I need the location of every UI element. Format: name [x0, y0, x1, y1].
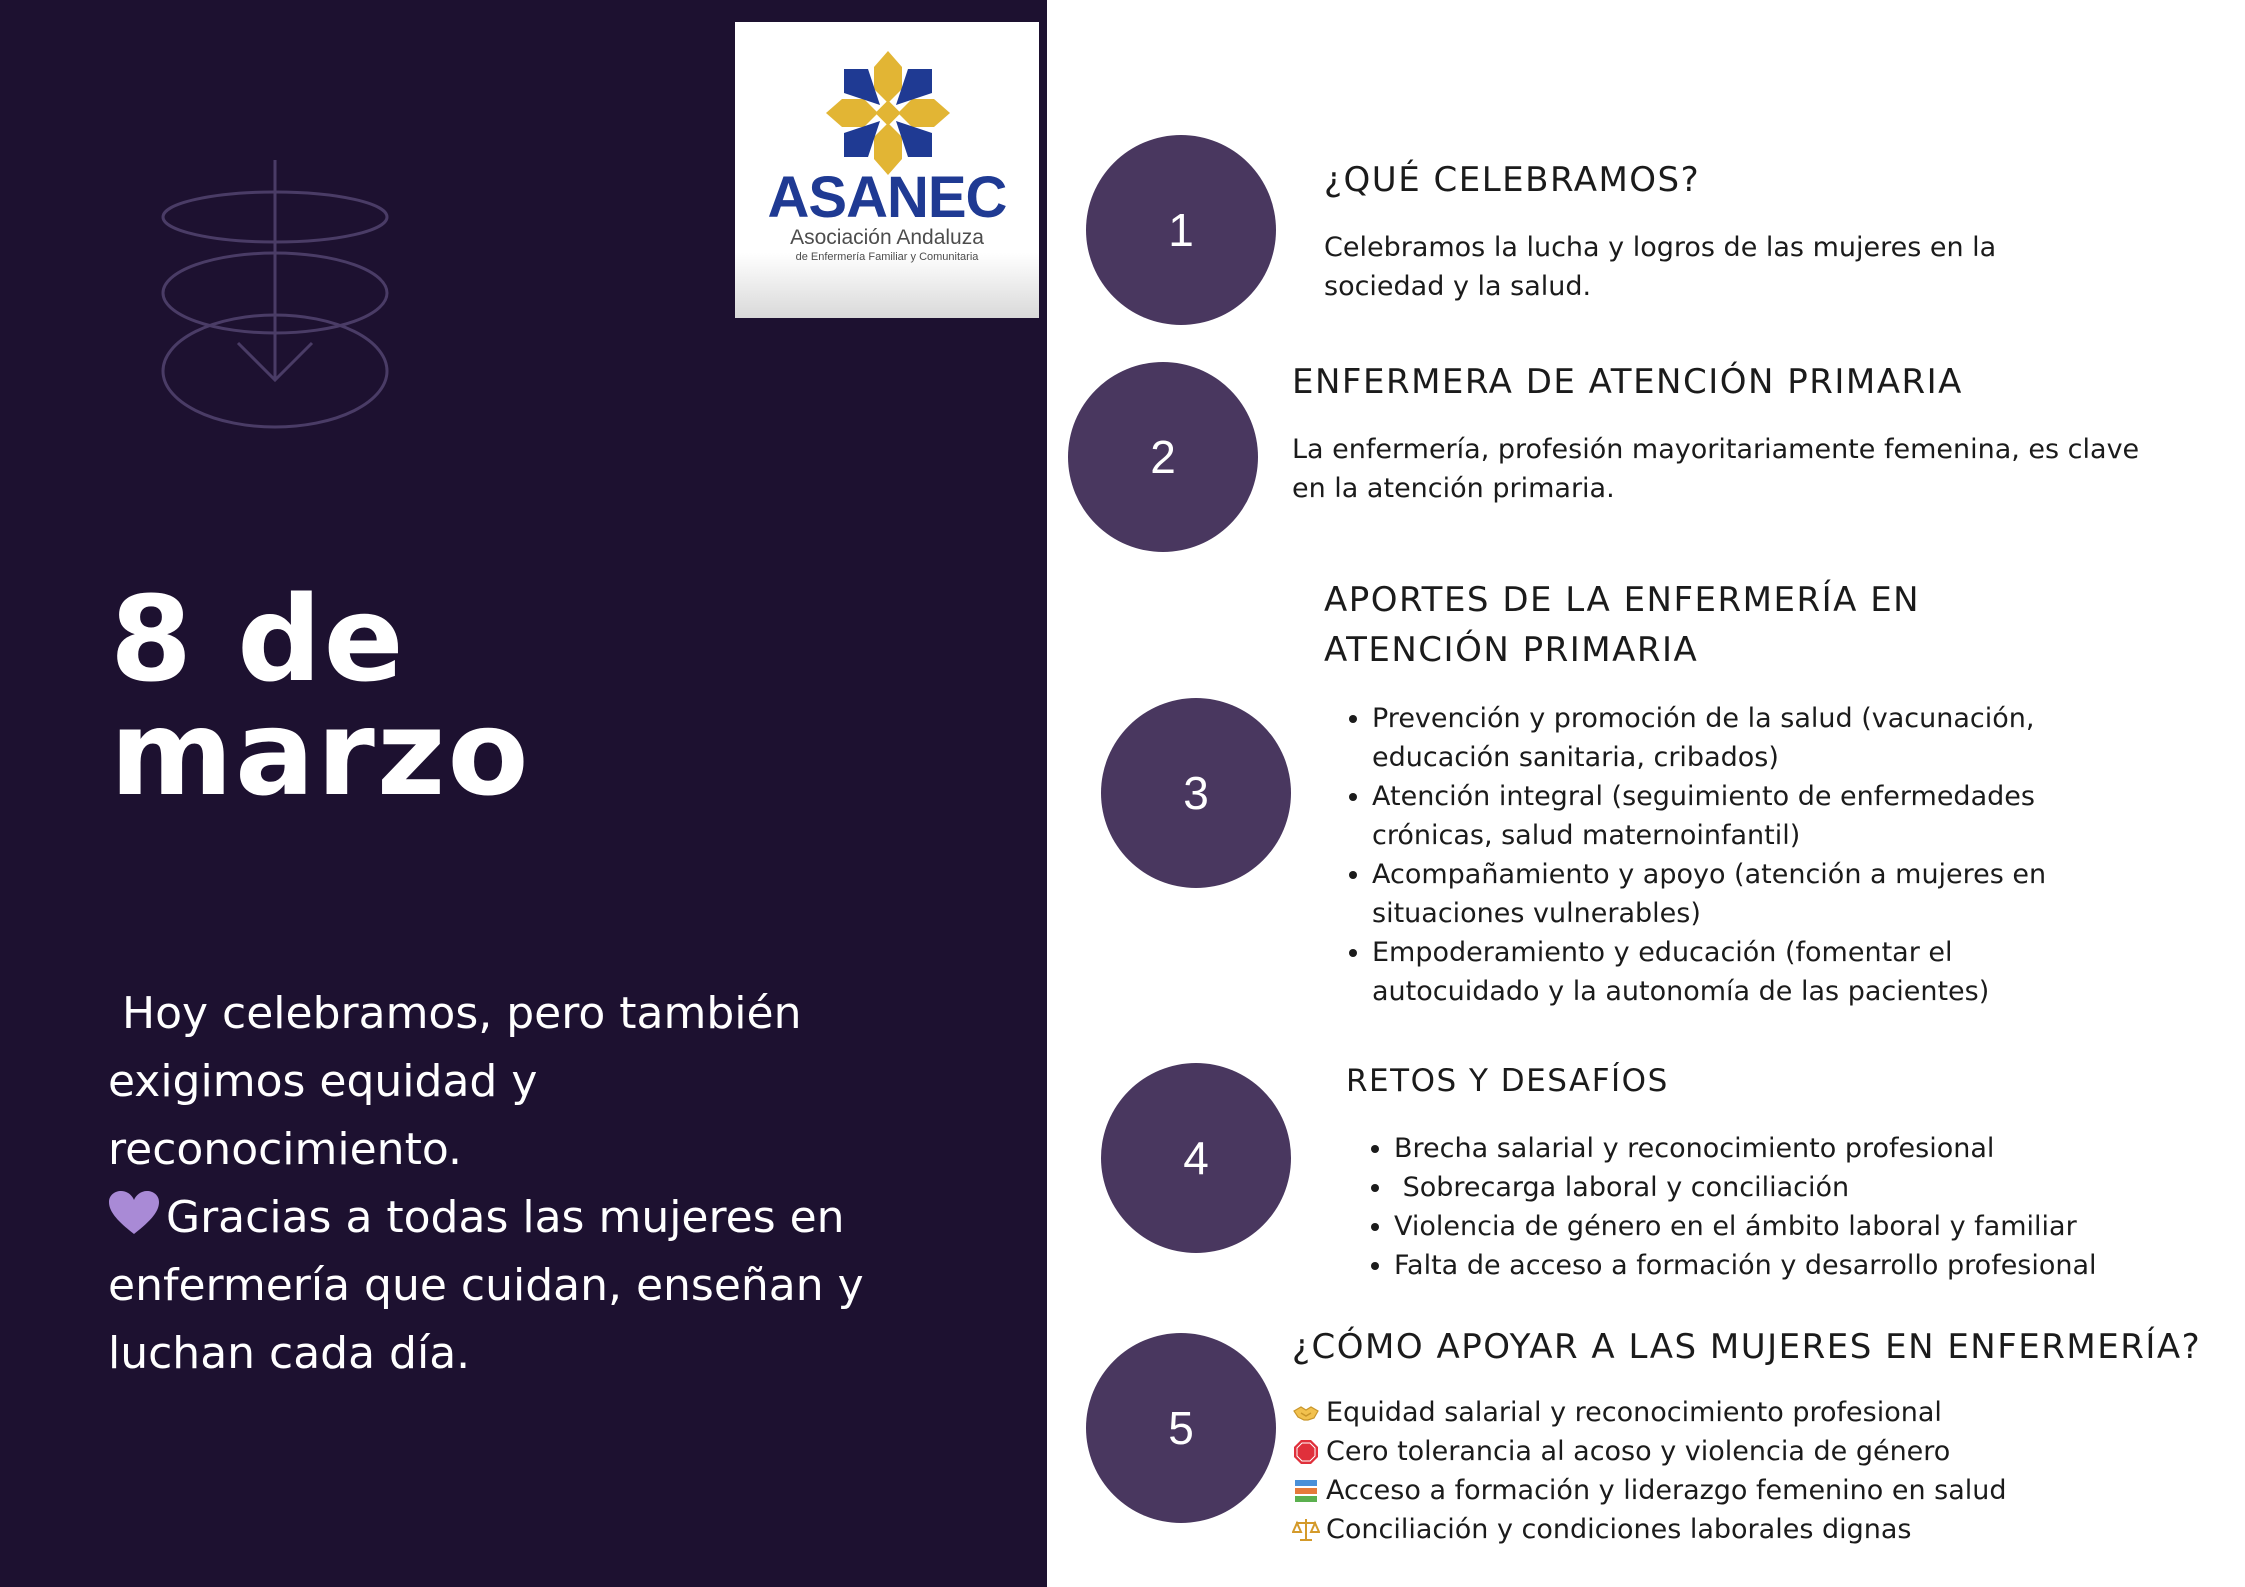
- list-item: • Empoderamiento y educación (fomentar el autocuidado y la autonomía de las pacientes): [1372, 933, 2104, 1011]
- left-panel: [0, 0, 1047, 1587]
- section-number-5: 5: [1086, 1333, 1276, 1523]
- star-emblem-icon: [823, 48, 953, 178]
- purple-heart-icon: [108, 1190, 160, 1236]
- section-number-1: 1: [1086, 135, 1276, 325]
- list-item: • Violencia de género en el ámbito laboral y familiar: [1394, 1207, 2126, 1246]
- section-title-4: RETOS Y DESAFÍOS: [1346, 1063, 1669, 1099]
- list-item: [1292, 1432, 2152, 1471]
- stacked-rings-arrow-icon: [150, 155, 400, 445]
- asanec-logo: [735, 22, 1039, 318]
- section-text-2: La enfermería, profesión mayoritariamente femenina, es clave en la atención primaria.: [1292, 434, 2140, 504]
- logo-name: ASANEC: [767, 165, 1007, 230]
- list-item-text: Cero tolerancia al acoso y violencia de género: [1326, 1436, 1951, 1467]
- intro-line-1: Hoy celebramos, pero también exigimos equidad y reconocimiento.: [108, 988, 816, 1175]
- section-list-5: [1292, 1393, 2152, 1549]
- page-title: [110, 570, 710, 822]
- list-item: [1292, 1393, 2152, 1432]
- list-item: [1292, 1510, 2152, 1549]
- section-number-3: 3: [1101, 698, 1291, 888]
- section-number-2: 2: [1068, 362, 1258, 552]
- section-title-5: ¿CÓMO APOYAR A LAS MUJERES EN ENFERMERÍA?: [1292, 1327, 2202, 1367]
- list-item-text: Acceso a formación y liderazgo femenino en salud: [1326, 1475, 2007, 1506]
- title-line-2: marzo: [110, 684, 531, 822]
- list-item: • Brecha salarial y reconocimiento profesional: [1394, 1129, 2126, 1168]
- list-item: • Prevención y promoción de la salud (vacunación, educación sanitaria, cribados): [1372, 699, 2104, 777]
- logo-subtitle: Asociación Andaluza: [790, 226, 984, 249]
- title-line-1: 8 de: [110, 570, 406, 708]
- list-item: • Acompañamiento y apoyo (atención a mujeres en situaciones vulnerables): [1372, 855, 2104, 933]
- section-title-2: ENFERMERA DE ATENCIÓN PRIMARIA: [1292, 362, 1963, 402]
- section-number-4: 4: [1101, 1063, 1291, 1253]
- intro-text: [108, 980, 888, 1388]
- logo-subtitle-2: de Enfermería Familiar y Comunitaria: [795, 251, 979, 263]
- books-icon: [1292, 1477, 1320, 1505]
- list-item: • Sobrecarga laboral y conciliación: [1394, 1168, 2126, 1207]
- list-item: • Atención integral (seguimiento de enfermedades crónicas, salud maternoinfantil): [1372, 777, 2104, 855]
- handshake-icon: [1292, 1399, 1320, 1427]
- section-title-1: ¿QUÉ CELEBRAMOS?: [1324, 160, 1701, 200]
- list-item: • Falta de acceso a formación y desarrollo profesional: [1394, 1246, 2126, 1285]
- intro-line-2: Gracias a todas las mujeres en enfermería que cuidan, enseñan y luchan cada día.: [108, 1192, 864, 1379]
- balance-scale-icon: [1292, 1516, 1320, 1544]
- section-list-3: [1324, 699, 2104, 1011]
- stop-sign-icon: [1292, 1438, 1320, 1466]
- list-item-text: Equidad salarial y reconocimiento profesional: [1326, 1397, 1942, 1428]
- section-list-4: [1346, 1129, 2126, 1285]
- list-item: [1292, 1471, 2152, 1510]
- section-text-1: Celebramos la lucha y logros de las mujeres en la sociedad y la salud.: [1324, 232, 1997, 302]
- section-title-3: APORTES DE LA ENFERMERÍA EN ATENCIÓN PRIMARIA: [1324, 580, 1921, 670]
- list-item-text: Conciliación y condiciones laborales dignas: [1326, 1514, 1912, 1545]
